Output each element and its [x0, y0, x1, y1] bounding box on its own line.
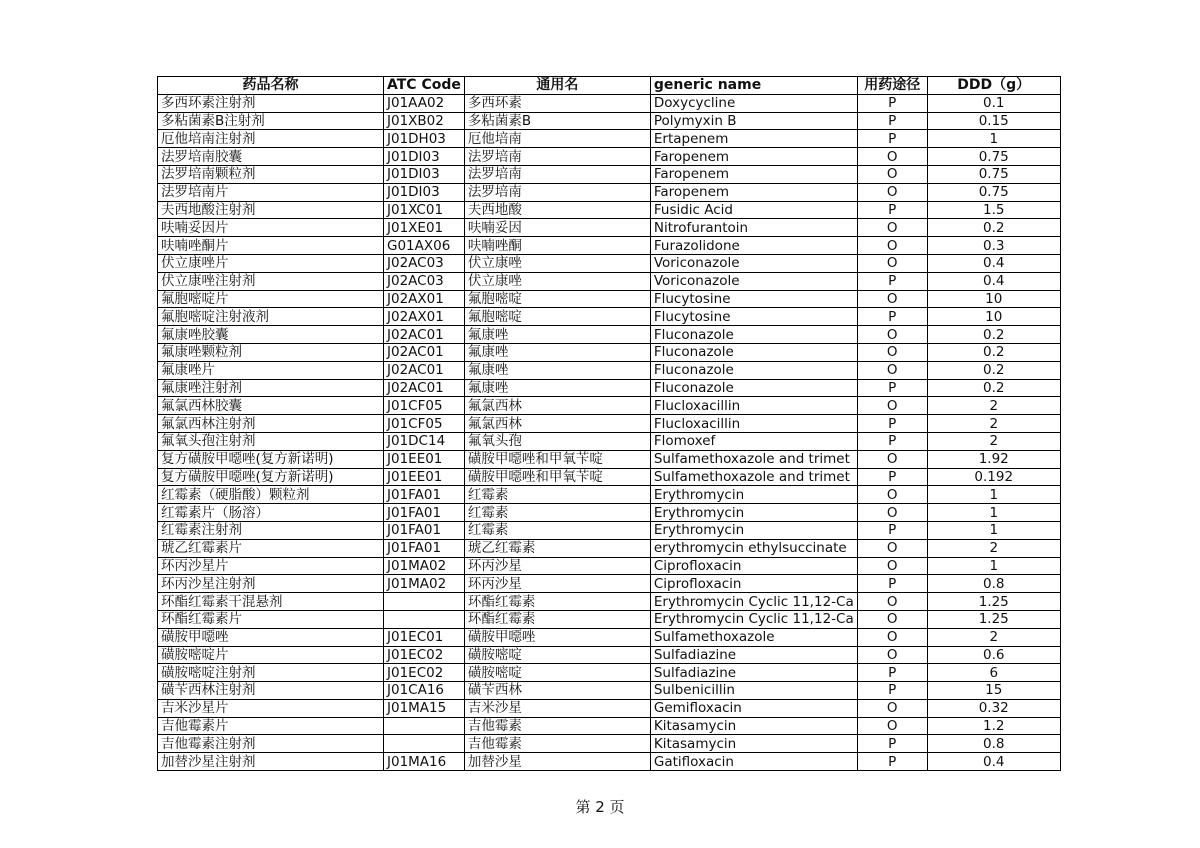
common-name-cell: 磺苄西林 [464, 682, 650, 700]
table-row [158, 557, 1061, 575]
drug-name-cell: 呋喃妥因片 [158, 219, 384, 237]
ddd-cell: 2 [927, 432, 1060, 450]
table-row [158, 504, 1061, 522]
ddd-cell: 10 [927, 308, 1060, 326]
common-name-cell: 氟胞嘧啶 [464, 308, 650, 326]
generic-name-cell: Fluconazole [650, 379, 857, 397]
generic-name-cell: Sulfadiazine [650, 646, 857, 664]
drug-name-cell: 磺苄西林注射剂 [158, 682, 384, 700]
ddd-cell: 0.4 [927, 753, 1060, 771]
atc-code-cell: J01EC02 [384, 664, 465, 682]
header-common-name: 通用名 [464, 77, 650, 95]
table-row [158, 219, 1061, 237]
header-atc-code: ATC Code [384, 77, 465, 95]
table-row [158, 753, 1061, 771]
table-row [158, 326, 1061, 344]
ddd-cell: 1 [927, 504, 1060, 522]
ddd-cell: 0.4 [927, 272, 1060, 290]
drug-name-cell: 环丙沙星片 [158, 557, 384, 575]
atc-code-cell: J02AC01 [384, 343, 465, 361]
drug-name-cell: 法罗培南胶囊 [158, 148, 384, 166]
atc-code-cell [384, 735, 465, 753]
common-name-cell: 红霉素 [464, 521, 650, 539]
table-row [158, 646, 1061, 664]
table-row [158, 593, 1061, 611]
table-row [158, 610, 1061, 628]
table-row [158, 272, 1061, 290]
ddd-cell: 1 [927, 557, 1060, 575]
ddd-cell: 0.4 [927, 254, 1060, 272]
generic-name-cell: Fluconazole [650, 361, 857, 379]
generic-name-cell: Gemifloxacin [650, 699, 857, 717]
generic-name-cell: Flomoxef [650, 432, 857, 450]
common-name-cell: 氟胞嘧啶 [464, 290, 650, 308]
atc-code-cell: J01XE01 [384, 219, 465, 237]
drug-name-cell: 吉他霉素片 [158, 717, 384, 735]
common-name-cell: 吉他霉素 [464, 735, 650, 753]
common-name-cell: 氟康唑 [464, 379, 650, 397]
atc-code-cell: J01DI03 [384, 148, 465, 166]
table-row [158, 94, 1061, 112]
route-cell: O [857, 610, 927, 628]
ddd-cell: 2 [927, 628, 1060, 646]
route-cell: O [857, 183, 927, 201]
atc-code-cell: J02AC01 [384, 379, 465, 397]
ddd-cell: 0.8 [927, 575, 1060, 593]
ddd-cell: 1 [927, 486, 1060, 504]
table-row [158, 628, 1061, 646]
table-row [158, 397, 1061, 415]
ddd-cell: 0.75 [927, 183, 1060, 201]
route-cell: O [857, 699, 927, 717]
generic-name-cell: Erythromycin Cyclic 11,12-Ca [650, 610, 857, 628]
table-row [158, 237, 1061, 255]
table-row [158, 148, 1061, 166]
atc-code-cell [384, 593, 465, 611]
generic-name-cell: Sulfamethoxazole [650, 628, 857, 646]
common-name-cell: 红霉素 [464, 486, 650, 504]
atc-code-cell: J01MA02 [384, 575, 465, 593]
generic-name-cell: Flucloxacillin [650, 415, 857, 433]
ddd-cell: 0.32 [927, 699, 1060, 717]
common-name-cell: 环丙沙星 [464, 575, 650, 593]
generic-name-cell: Sulfamethoxazole and trimet [650, 450, 857, 468]
ddd-cell: 15 [927, 682, 1060, 700]
common-name-cell: 红霉素 [464, 504, 650, 522]
drug-name-cell: 吉米沙星片 [158, 699, 384, 717]
drug-name-cell: 伏立康唑注射剂 [158, 272, 384, 290]
route-cell: P [857, 308, 927, 326]
drug-name-cell: 加替沙星注射剂 [158, 753, 384, 771]
ddd-cell: 0.2 [927, 219, 1060, 237]
route-cell: O [857, 326, 927, 344]
common-name-cell: 吉米沙星 [464, 699, 650, 717]
common-name-cell: 磺胺嘧啶 [464, 664, 650, 682]
table-row [158, 539, 1061, 557]
generic-name-cell: Flucytosine [650, 290, 857, 308]
generic-name-cell: Erythromycin [650, 504, 857, 522]
route-cell: P [857, 201, 927, 219]
ddd-cell: 0.2 [927, 379, 1060, 397]
atc-code-cell [384, 717, 465, 735]
generic-name-cell: Doxycycline [650, 94, 857, 112]
common-name-cell: 呋喃妥因 [464, 219, 650, 237]
atc-code-cell: J01FA01 [384, 521, 465, 539]
drug-name-cell: 氟氯西林注射剂 [158, 415, 384, 433]
table-row [158, 112, 1061, 130]
generic-name-cell: Fluconazole [650, 326, 857, 344]
route-cell: O [857, 148, 927, 166]
atc-code-cell: J01CF05 [384, 415, 465, 433]
atc-code-cell: J01AA02 [384, 94, 465, 112]
route-cell: P [857, 468, 927, 486]
atc-code-cell: J01FA01 [384, 504, 465, 522]
generic-name-cell: Sulfamethoxazole and trimet [650, 468, 857, 486]
common-name-cell: 厄他培南 [464, 130, 650, 148]
generic-name-cell: Erythromycin [650, 486, 857, 504]
header-generic-name: generic name [650, 77, 857, 95]
generic-name-cell: Faropenem [650, 148, 857, 166]
drug-name-cell: 法罗培南颗粒剂 [158, 165, 384, 183]
ddd-cell: 0.8 [927, 735, 1060, 753]
table-row [158, 165, 1061, 183]
common-name-cell: 磺胺甲噁唑 [464, 628, 650, 646]
drug-name-cell: 伏立康唑片 [158, 254, 384, 272]
drug-ddd-table [157, 76, 1061, 771]
route-cell: O [857, 539, 927, 557]
generic-name-cell: Fusidic Acid [650, 201, 857, 219]
atc-code-cell: J02AC03 [384, 254, 465, 272]
table-row [158, 450, 1061, 468]
atc-code-cell: J01EC01 [384, 628, 465, 646]
drug-name-cell: 环酯红霉素片 [158, 610, 384, 628]
common-name-cell: 吉他霉素 [464, 717, 650, 735]
atc-code-cell: J02AC01 [384, 361, 465, 379]
ddd-cell: 0.1 [927, 94, 1060, 112]
common-name-cell: 多西环素 [464, 94, 650, 112]
route-cell: P [857, 94, 927, 112]
drug-name-cell: 氟氧头孢注射剂 [158, 432, 384, 450]
atc-code-cell: J02AX01 [384, 308, 465, 326]
atc-code-cell: J01CF05 [384, 397, 465, 415]
atc-code-cell: J01FA01 [384, 486, 465, 504]
common-name-cell: 磺胺甲噁唑和甲氧苄啶 [464, 468, 650, 486]
common-name-cell: 加替沙星 [464, 753, 650, 771]
common-name-cell: 环丙沙星 [464, 557, 650, 575]
generic-name-cell: Sulfadiazine [650, 664, 857, 682]
common-name-cell: 环酯红霉素 [464, 610, 650, 628]
route-cell: P [857, 379, 927, 397]
route-cell: O [857, 593, 927, 611]
route-cell: O [857, 165, 927, 183]
table-row [158, 361, 1061, 379]
route-cell: P [857, 735, 927, 753]
table-row [158, 308, 1061, 326]
drug-name-cell: 多粘菌素B注射剂 [158, 112, 384, 130]
drug-name-cell: 磺胺嘧啶注射剂 [158, 664, 384, 682]
table-row [158, 682, 1061, 700]
route-cell: O [857, 361, 927, 379]
ddd-cell: 0.2 [927, 343, 1060, 361]
common-name-cell: 环酯红霉素 [464, 593, 650, 611]
common-name-cell: 氟康唑 [464, 326, 650, 344]
ddd-cell: 10 [927, 290, 1060, 308]
atc-code-cell: J01DC14 [384, 432, 465, 450]
route-cell: O [857, 628, 927, 646]
generic-name-cell: Ertapenem [650, 130, 857, 148]
ddd-cell: 0.192 [927, 468, 1060, 486]
route-cell: P [857, 130, 927, 148]
route-cell: O [857, 237, 927, 255]
drug-name-cell: 厄他培南注射剂 [158, 130, 384, 148]
generic-name-cell: Furazolidone [650, 237, 857, 255]
generic-name-cell: Faropenem [650, 165, 857, 183]
ddd-cell: 6 [927, 664, 1060, 682]
route-cell: P [857, 272, 927, 290]
drug-name-cell: 红霉素片（肠溶） [158, 504, 384, 522]
ddd-cell: 1.92 [927, 450, 1060, 468]
page-number: 第 2 页 [575, 798, 625, 816]
header-drug-name: 药品名称 [158, 77, 384, 95]
drug-name-cell: 氟康唑注射剂 [158, 379, 384, 397]
route-cell: O [857, 486, 927, 504]
common-name-cell: 氟氯西林 [464, 415, 650, 433]
generic-name-cell: Kitasamycin [650, 717, 857, 735]
drug-name-cell: 多西环素注射剂 [158, 94, 384, 112]
atc-code-cell: J01EE01 [384, 468, 465, 486]
table-row [158, 699, 1061, 717]
header-row [158, 77, 1061, 95]
route-cell: P [857, 682, 927, 700]
common-name-cell: 磺胺嘧啶 [464, 646, 650, 664]
ddd-cell: 0.15 [927, 112, 1060, 130]
drug-name-cell: 氟康唑胶囊 [158, 326, 384, 344]
common-name-cell: 夫西地酸 [464, 201, 650, 219]
table-row [158, 486, 1061, 504]
route-cell: P [857, 664, 927, 682]
route-cell: O [857, 397, 927, 415]
ddd-cell: 1.2 [927, 717, 1060, 735]
ddd-cell: 1.5 [927, 201, 1060, 219]
generic-name-cell: Flucytosine [650, 308, 857, 326]
atc-code-cell: J01DH03 [384, 130, 465, 148]
common-name-cell: 磺胺甲噁唑和甲氧苄啶 [464, 450, 650, 468]
atc-code-cell: J01XB02 [384, 112, 465, 130]
table-row [158, 290, 1061, 308]
ddd-cell: 0.3 [927, 237, 1060, 255]
atc-code-cell: J01EC02 [384, 646, 465, 664]
ddd-cell: 1.25 [927, 610, 1060, 628]
generic-name-cell: Kitasamycin [650, 735, 857, 753]
atc-code-cell: J02AC01 [384, 326, 465, 344]
table-row [158, 432, 1061, 450]
generic-name-cell: erythromycin ethylsuccinate [650, 539, 857, 557]
drug-name-cell: 环酯红霉素干混悬剂 [158, 593, 384, 611]
drug-name-cell: 红霉素（硬脂酸）颗粒剂 [158, 486, 384, 504]
drug-name-cell: 夫西地酸注射剂 [158, 201, 384, 219]
atc-code-cell: J01XC01 [384, 201, 465, 219]
table-row [158, 575, 1061, 593]
table-row [158, 717, 1061, 735]
atc-code-cell [384, 610, 465, 628]
generic-name-cell: Nitrofurantoin [650, 219, 857, 237]
route-cell: O [857, 343, 927, 361]
atc-code-cell: J02AX01 [384, 290, 465, 308]
route-cell: O [857, 450, 927, 468]
drug-name-cell: 环丙沙星注射剂 [158, 575, 384, 593]
route-cell: P [857, 415, 927, 433]
common-name-cell: 法罗培南 [464, 183, 650, 201]
common-name-cell: 伏立康唑 [464, 272, 650, 290]
generic-name-cell: Faropenem [650, 183, 857, 201]
generic-name-cell: Erythromycin Cyclic 11,12-Ca [650, 593, 857, 611]
table-row [158, 415, 1061, 433]
ddd-cell: 0.75 [927, 148, 1060, 166]
drug-name-cell: 复方磺胺甲噁唑(复方新诺明) [158, 450, 384, 468]
generic-name-cell: Sulbenicillin [650, 682, 857, 700]
drug-name-cell: 氟康唑片 [158, 361, 384, 379]
drug-name-cell: 磺胺甲噁唑 [158, 628, 384, 646]
route-cell: P [857, 432, 927, 450]
common-name-cell: 呋喃唑酮 [464, 237, 650, 255]
generic-name-cell: Voriconazole [650, 272, 857, 290]
ddd-cell: 0.6 [927, 646, 1060, 664]
table-body [158, 94, 1061, 770]
ddd-cell: 1 [927, 130, 1060, 148]
drug-name-cell: 琥乙红霉素片 [158, 539, 384, 557]
table-row [158, 735, 1061, 753]
generic-name-cell: Flucloxacillin [650, 397, 857, 415]
generic-name-cell: Ciprofloxacin [650, 575, 857, 593]
ddd-cell: 0.2 [927, 326, 1060, 344]
common-name-cell: 氟氧头孢 [464, 432, 650, 450]
atc-code-cell: J01MA15 [384, 699, 465, 717]
generic-name-cell: Gatifloxacin [650, 753, 857, 771]
route-cell: O [857, 219, 927, 237]
drug-name-cell: 氟康唑颗粒剂 [158, 343, 384, 361]
drug-name-cell: 呋喃唑酮片 [158, 237, 384, 255]
common-name-cell: 琥乙红霉素 [464, 539, 650, 557]
atc-code-cell: J01FA01 [384, 539, 465, 557]
atc-code-cell: J01MA16 [384, 753, 465, 771]
atc-code-cell: J01EE01 [384, 450, 465, 468]
common-name-cell: 氟康唑 [464, 343, 650, 361]
table-row [158, 254, 1061, 272]
common-name-cell: 法罗培南 [464, 165, 650, 183]
common-name-cell: 多粘菌素B [464, 112, 650, 130]
generic-name-cell: Polymyxin B [650, 112, 857, 130]
table-row [158, 468, 1061, 486]
table-row [158, 379, 1061, 397]
drug-name-cell: 吉他霉素注射剂 [158, 735, 384, 753]
table-row [158, 343, 1061, 361]
ddd-cell: 0.75 [927, 165, 1060, 183]
atc-code-cell: J01MA02 [384, 557, 465, 575]
route-cell: O [857, 557, 927, 575]
common-name-cell: 伏立康唑 [464, 254, 650, 272]
route-cell: O [857, 254, 927, 272]
atc-code-cell: J01DI03 [384, 183, 465, 201]
table-row [158, 664, 1061, 682]
ddd-cell: 1.25 [927, 593, 1060, 611]
generic-name-cell: Erythromycin [650, 521, 857, 539]
ddd-cell: 2 [927, 539, 1060, 557]
drug-name-cell: 氟胞嘧啶片 [158, 290, 384, 308]
drug-name-cell: 红霉素注射剂 [158, 521, 384, 539]
common-name-cell: 法罗培南 [464, 148, 650, 166]
route-cell: O [857, 504, 927, 522]
atc-code-cell: J01DI03 [384, 165, 465, 183]
common-name-cell: 氟氯西林 [464, 397, 650, 415]
header-route: 用药途径 [857, 77, 927, 95]
route-cell: P [857, 575, 927, 593]
drug-name-cell: 氟胞嘧啶注射液剂 [158, 308, 384, 326]
atc-code-cell: J02AC03 [384, 272, 465, 290]
table-row [158, 183, 1061, 201]
generic-name-cell: Voriconazole [650, 254, 857, 272]
drug-name-cell: 法罗培南片 [158, 183, 384, 201]
generic-name-cell: Ciprofloxacin [650, 557, 857, 575]
atc-code-cell: G01AX06 [384, 237, 465, 255]
route-cell: O [857, 646, 927, 664]
ddd-cell: 2 [927, 397, 1060, 415]
atc-code-cell: J01CA16 [384, 682, 465, 700]
table-row [158, 521, 1061, 539]
route-cell: O [857, 290, 927, 308]
table-row [158, 130, 1061, 148]
generic-name-cell: Fluconazole [650, 343, 857, 361]
ddd-cell: 2 [927, 415, 1060, 433]
route-cell: P [857, 112, 927, 130]
route-cell: O [857, 717, 927, 735]
route-cell: P [857, 753, 927, 771]
common-name-cell: 氟康唑 [464, 361, 650, 379]
ddd-cell: 1 [927, 521, 1060, 539]
drug-name-cell: 磺胺嘧啶片 [158, 646, 384, 664]
header-ddd: DDD（g） [927, 77, 1060, 95]
table-row [158, 201, 1061, 219]
route-cell: P [857, 521, 927, 539]
ddd-cell: 0.2 [927, 361, 1060, 379]
drug-name-cell: 复方磺胺甲噁唑(复方新诺明) [158, 468, 384, 486]
drug-name-cell: 氟氯西林胶囊 [158, 397, 384, 415]
